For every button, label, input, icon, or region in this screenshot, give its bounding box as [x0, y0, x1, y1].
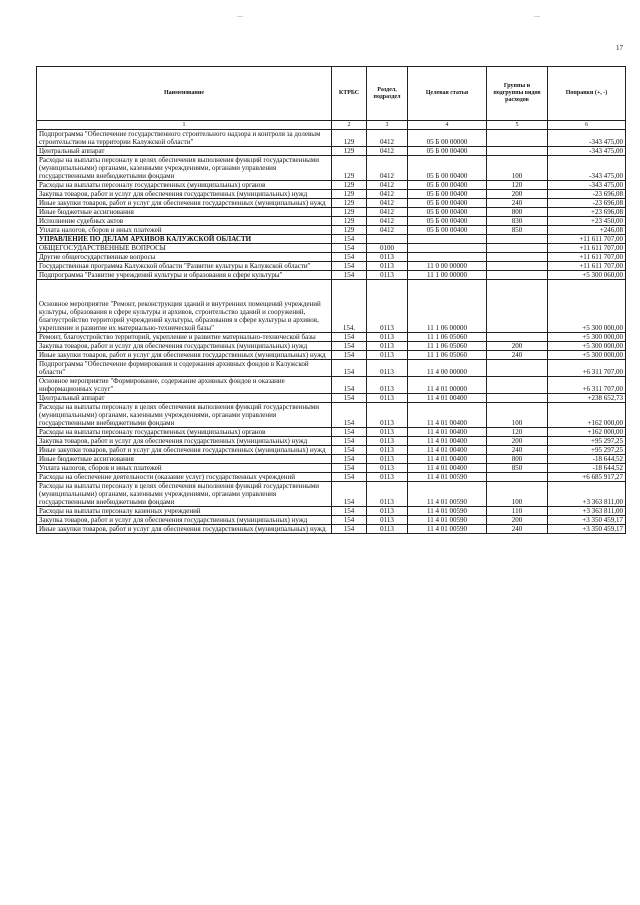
row-name: Расходы на выплаты персоналу в целях обеспечения выполнения функций государственными (муниципальными) органами, казенными учреждениями, органами управления государственными внебюджетными фондами: [37, 403, 332, 428]
row-group: 200: [487, 190, 548, 199]
row-target: 11 4 01 00400: [408, 428, 487, 437]
row-group: 120: [487, 428, 548, 437]
row-group: 120: [487, 181, 548, 190]
row-target: 05 Б 00 00400: [408, 217, 487, 226]
row-section: 0113: [367, 473, 408, 482]
row-target: 11 4 01 00400: [408, 455, 487, 464]
row-ktrbs: 154: [332, 482, 367, 507]
row-amendment: +11 611 707,00: [548, 244, 626, 253]
row-group: [487, 377, 548, 394]
row-name: Закупка товаров, работ и услуг для обеспечения государственных (муниципальных) нужд: [37, 516, 332, 525]
column-index: 1: [37, 121, 332, 130]
row-amendment: -23 696,08: [548, 199, 626, 208]
row-amendment: +162 000,00: [548, 403, 626, 428]
table-row: [37, 262, 626, 271]
row-amendment: -343 475,00: [548, 147, 626, 156]
row-group: 100: [487, 403, 548, 428]
row-name: Иные бюджетные ассигнования: [37, 208, 332, 217]
table-row: [37, 271, 626, 280]
row-target: 11 1 06 05060: [408, 351, 487, 360]
table-row: [37, 428, 626, 437]
row-target: [408, 235, 487, 244]
row-group: 850: [487, 464, 548, 473]
row-ktrbs: 154: [332, 253, 367, 262]
row-name: Государственная программа Калужской области "Развитие культуры в Калужской области": [37, 262, 332, 271]
row-section: 0412: [367, 181, 408, 190]
row-target: 11 4 01 00400: [408, 403, 487, 428]
row-amendment: -343 475,00: [548, 181, 626, 190]
row-group: [487, 130, 548, 147]
row-section: 0113: [367, 507, 408, 516]
row-amendment: +238 652,73: [548, 394, 626, 403]
column-index: 4: [408, 121, 487, 130]
row-name: Другие общегосударственные вопросы: [37, 253, 332, 262]
row-ktrbs: 154: [332, 437, 367, 446]
row-ktrbs: 129: [332, 217, 367, 226]
table-row: [37, 455, 626, 464]
row-ktrbs: 154: [332, 351, 367, 360]
row-ktrbs: 154: [332, 377, 367, 394]
table-row: [37, 147, 626, 156]
row-amendment: +3 363 811,00: [548, 482, 626, 507]
row-amendment: +11 611 707,00: [548, 253, 626, 262]
row-ktrbs: 154: [332, 428, 367, 437]
row-ktrbs: 154: [332, 473, 367, 482]
page-number: 17: [616, 44, 623, 52]
table-row: [37, 473, 626, 482]
row-section: 0113: [367, 525, 408, 534]
column-index: 3: [367, 121, 408, 130]
row-group: 240: [487, 351, 548, 360]
row-section: 0113: [367, 280, 408, 333]
row-ktrbs: 129: [332, 181, 367, 190]
table-row: [37, 280, 626, 333]
row-ktrbs: 129: [332, 130, 367, 147]
row-ktrbs: 129: [332, 190, 367, 199]
row-target: 11 1 06 05060: [408, 333, 487, 342]
row-name: УПРАВЛЕНИЕ ПО ДЕЛАМ АРХИВОВ КАЛУЖСКОЙ ОБЛАСТИ: [37, 235, 332, 244]
row-group: 100: [487, 156, 548, 181]
row-section: 0113: [367, 437, 408, 446]
row-ktrbs: 129: [332, 208, 367, 217]
row-ktrbs: 154: [332, 360, 367, 377]
row-amendment: +23 696,08: [548, 208, 626, 217]
row-target: 05 Б 00 00400: [408, 208, 487, 217]
row-amendment: -18 644,52: [548, 464, 626, 473]
table-row: [37, 226, 626, 235]
row-target: [408, 244, 487, 253]
row-group: [487, 271, 548, 280]
table-row: [37, 217, 626, 226]
row-name: Закупка товаров, работ и услуг для обеспечения государственных (муниципальных) нужд: [37, 437, 332, 446]
row-target: 05 Б 00 00400: [408, 199, 487, 208]
row-target: 11 4 01 00400: [408, 464, 487, 473]
row-name: Уплата налогов, сборов и иных платежей: [37, 226, 332, 235]
column-index: 5: [487, 121, 548, 130]
table-row: [37, 130, 626, 147]
row-target: 11 1 00 00000: [408, 271, 487, 280]
row-amendment: +23 450,00: [548, 217, 626, 226]
row-name: Иные закупки товаров, работ и услуг для обеспечения государственных (муниципальных) нужд: [37, 351, 332, 360]
row-section: 0412: [367, 147, 408, 156]
row-name: Основное мероприятие "Ремонт, реконструкция зданий и внутренних помещений учреждений культуры, образования в сфере культуры и архивов, строительство зданий и сооружений, благоустройство территорий учреждений культуры, образования в сфере культуры и архивов, укрепление и развитие их материально-технической базы": [37, 280, 332, 333]
header-group: Группы и подгруппы видов расходов: [487, 67, 548, 121]
row-amendment: +11 611 707,00: [548, 235, 626, 244]
row-group: 200: [487, 342, 548, 351]
row-amendment: +6 685 917,27: [548, 473, 626, 482]
row-target: 05 Б 00 00400: [408, 190, 487, 199]
table-row: [37, 482, 626, 507]
row-target: 11 4 01 00400: [408, 446, 487, 455]
row-group: [487, 147, 548, 156]
row-name: Уплата налогов, сборов и иных платежей: [37, 464, 332, 473]
row-ktrbs: 154: [332, 464, 367, 473]
row-group: 200: [487, 516, 548, 525]
row-group: [487, 262, 548, 271]
row-amendment: +11 611 707,00: [548, 262, 626, 271]
row-section: 0412: [367, 217, 408, 226]
header-section: Раздел, подраздел: [367, 67, 408, 121]
row-group: [487, 253, 548, 262]
row-group: [487, 244, 548, 253]
table-row: [37, 333, 626, 342]
row-section: 0412: [367, 190, 408, 199]
row-name: Центральный аппарат: [37, 394, 332, 403]
row-name: Иные закупки товаров, работ и услуг для обеспечения государственных (муниципальных) нужд: [37, 525, 332, 534]
row-amendment: +5 300 000,00: [548, 280, 626, 333]
row-section: 0113: [367, 403, 408, 428]
row-amendment: +6 311 707,00: [548, 360, 626, 377]
row-group: 240: [487, 199, 548, 208]
row-amendment: +95 297,25: [548, 446, 626, 455]
row-amendment: +5 300 000,00: [548, 333, 626, 342]
row-target: 11 1 06 05060: [408, 342, 487, 351]
row-section: 0113: [367, 394, 408, 403]
row-section: 0113: [367, 253, 408, 262]
row-target: 11 1 06 00000: [408, 280, 487, 333]
row-name: Закупка товаров, работ и услуг для обеспечения государственных (муниципальных) нужд: [37, 342, 332, 351]
row-target: 11 4 01 00000: [408, 377, 487, 394]
row-amendment: -343 475,00: [548, 156, 626, 181]
row-name: Расходы на выплаты персоналу государственных (муниципальных) органов: [37, 181, 332, 190]
row-section: 0113: [367, 455, 408, 464]
row-name: Расходы на выплаты персоналу казенных учреждений: [37, 507, 332, 516]
scan-mark-left: —: [237, 14, 243, 20]
row-amendment: -18 644,52: [548, 455, 626, 464]
table-row: [37, 156, 626, 181]
row-section: 0412: [367, 130, 408, 147]
row-target: 05 Б 00 00400: [408, 147, 487, 156]
row-name: Расходы на выплаты персоналу государственных (муниципальных) органов: [37, 428, 332, 437]
row-target: 11 4 01 00400: [408, 394, 487, 403]
column-index: 2: [332, 121, 367, 130]
header-name: Наименование: [37, 67, 332, 121]
row-name: Расходы на обеспечение деятельности (оказание услуг) государственных учреждений: [37, 473, 332, 482]
row-ktrbs: 154: [332, 342, 367, 351]
table-row: [37, 244, 626, 253]
row-amendment: +3 350 459,17: [548, 525, 626, 534]
row-amendment: +5 300 000,00: [548, 342, 626, 351]
row-section: 0412: [367, 199, 408, 208]
row-target: 11 4 00 00000: [408, 360, 487, 377]
row-section: 0412: [367, 226, 408, 235]
table-row: [37, 199, 626, 208]
row-target: [408, 253, 487, 262]
row-section: 0100: [367, 244, 408, 253]
row-section: 0113: [367, 333, 408, 342]
row-ktrbs: 154: [332, 446, 367, 455]
column-index: 6: [548, 121, 626, 130]
row-target: 11 4 01 00590: [408, 516, 487, 525]
row-group: [487, 235, 548, 244]
row-section: 0113: [367, 377, 408, 394]
row-ktrbs: 154: [332, 516, 367, 525]
table-row: [37, 208, 626, 217]
table-row: [37, 360, 626, 377]
row-ktrbs: 154: [332, 394, 367, 403]
row-group: [487, 394, 548, 403]
row-section: 0412: [367, 208, 408, 217]
table-row: [37, 377, 626, 394]
row-section: 0113: [367, 446, 408, 455]
row-name: Подпрограмма "Обеспечение формирования и содержания архивных фондов в Калужской области": [37, 360, 332, 377]
row-target: 11 4 01 00400: [408, 437, 487, 446]
table-row: [37, 437, 626, 446]
row-amendment: +162 000,00: [548, 428, 626, 437]
table-row: [37, 446, 626, 455]
row-group: 240: [487, 446, 548, 455]
row-ktrbs: 129: [332, 147, 367, 156]
row-ktrbs: 154: [332, 235, 367, 244]
scan-mark-right: —: [534, 14, 540, 20]
row-section: 0412: [367, 156, 408, 181]
row-group: 110: [487, 507, 548, 516]
row-group: 830: [487, 217, 548, 226]
row-group: [487, 333, 548, 342]
row-name: Подпрограмма "Развитие учреждений культуры и образования в сфере культуры": [37, 271, 332, 280]
row-amendment: +3 363 811,00: [548, 507, 626, 516]
row-section: 0113: [367, 271, 408, 280]
row-ktrbs: 129: [332, 156, 367, 181]
table-row: [37, 394, 626, 403]
row-name: Иные бюджетные ассигнования: [37, 455, 332, 464]
row-group: [487, 280, 548, 333]
row-amendment: +6 311 707,00: [548, 377, 626, 394]
table-row: [37, 253, 626, 262]
row-name: Основное мероприятие "Формирование, содержание архивных фондов и оказание информационных услуг": [37, 377, 332, 394]
row-ktrbs: 129: [332, 226, 367, 235]
table-row: [37, 342, 626, 351]
column-index-row: [37, 121, 626, 130]
row-section: 0113: [367, 351, 408, 360]
row-target: 05 Б 00 00400: [408, 156, 487, 181]
header-ktrbs: КТРБС: [332, 67, 367, 121]
header-target: Целевая статья: [408, 67, 487, 121]
row-target: 05 Б 00 00400: [408, 181, 487, 190]
row-target: 11 4 01 00590: [408, 507, 487, 516]
table-row: [37, 464, 626, 473]
table-row: [37, 235, 626, 244]
row-ktrbs: 154: [332, 244, 367, 253]
row-name: Расходы на выплаты персоналу в целях обеспечения выполнения функций государственными (муниципальными) органами, казенными учреждениями, органами управления государственными внебюджетными фондами: [37, 156, 332, 181]
row-group: [487, 473, 548, 482]
table-row: [37, 181, 626, 190]
row-ktrbs: 129: [332, 199, 367, 208]
row-amendment: +246,08: [548, 226, 626, 235]
row-name: Закупка товаров, работ и услуг для обеспечения государственных (муниципальных) нужд: [37, 190, 332, 199]
row-ktrbs: 154: [332, 525, 367, 534]
row-group: 850: [487, 226, 548, 235]
row-group: 800: [487, 455, 548, 464]
row-ktrbs: 154.: [332, 280, 367, 333]
table-row: [37, 351, 626, 360]
row-ktrbs: 154: [332, 333, 367, 342]
row-section: 0113: [367, 482, 408, 507]
row-section: 0113: [367, 428, 408, 437]
row-target: 05 Б 00 00000: [408, 130, 487, 147]
row-group: 200: [487, 437, 548, 446]
row-section: 0113: [367, 262, 408, 271]
table-row: [37, 516, 626, 525]
row-name: Подпрограмма "Обеспечение государственного строительного надзора и контроля за долевым строительством на территории Калужской области": [37, 130, 332, 147]
row-name: Расходы на выплаты персоналу в целях обеспечения выполнения функций государственными (муниципальными) органами, казенными учреждениями, органами управления государственными внебюджетными фондами: [37, 482, 332, 507]
table-row: [37, 190, 626, 199]
row-name: Иные закупки товаров, работ и услуг для обеспечения государственных (муниципальных) нужд: [37, 199, 332, 208]
row-target: 11 4 01 00590: [408, 473, 487, 482]
row-group: 800: [487, 208, 548, 217]
row-target: 05 Б 00 00400: [408, 226, 487, 235]
row-amendment: +5 300 000,00: [548, 351, 626, 360]
row-amendment: +3 350 459,17: [548, 516, 626, 525]
row-group: 240: [487, 525, 548, 534]
row-ktrbs: 154: [332, 507, 367, 516]
row-name: Иные закупки товаров, работ и услуг для обеспечения государственных (муниципальных) нужд: [37, 446, 332, 455]
row-section: 0113: [367, 464, 408, 473]
table-row: [37, 507, 626, 516]
row-amendment: +5 300 060,00: [548, 271, 626, 280]
row-group: 100: [487, 482, 548, 507]
row-ktrbs: 154: [332, 455, 367, 464]
row-name: Ремонт, благоустройство территорий, укрепление и развитие материально-технической базы: [37, 333, 332, 342]
row-ktrbs: 154: [332, 403, 367, 428]
row-name: Исполнение судебных актов: [37, 217, 332, 226]
header-amendment: Поправки (+, -): [548, 67, 626, 121]
table-row: [37, 525, 626, 534]
row-amendment: +95 297,25: [548, 437, 626, 446]
header-row: [37, 67, 626, 121]
row-section: 0113: [367, 342, 408, 351]
row-section: [367, 235, 408, 244]
row-ktrbs: 154: [332, 262, 367, 271]
row-section: 0113: [367, 360, 408, 377]
row-amendment: -343 475,00: [548, 130, 626, 147]
row-amendment: -23 696,08: [548, 190, 626, 199]
row-section: 0113: [367, 516, 408, 525]
row-target: 11 0 00 00000: [408, 262, 487, 271]
row-target: 11 4 01 00590: [408, 525, 487, 534]
row-name: Центральный аппарат: [37, 147, 332, 156]
row-name: ОБЩЕГОСУДАРСТВЕННЫЕ ВОПРОСЫ: [37, 244, 332, 253]
row-target: 11 4 01 00590: [408, 482, 487, 507]
row-group: [487, 360, 548, 377]
budget-amendments-table: [36, 66, 626, 534]
row-ktrbs: 154: [332, 271, 367, 280]
table-row: [37, 403, 626, 428]
